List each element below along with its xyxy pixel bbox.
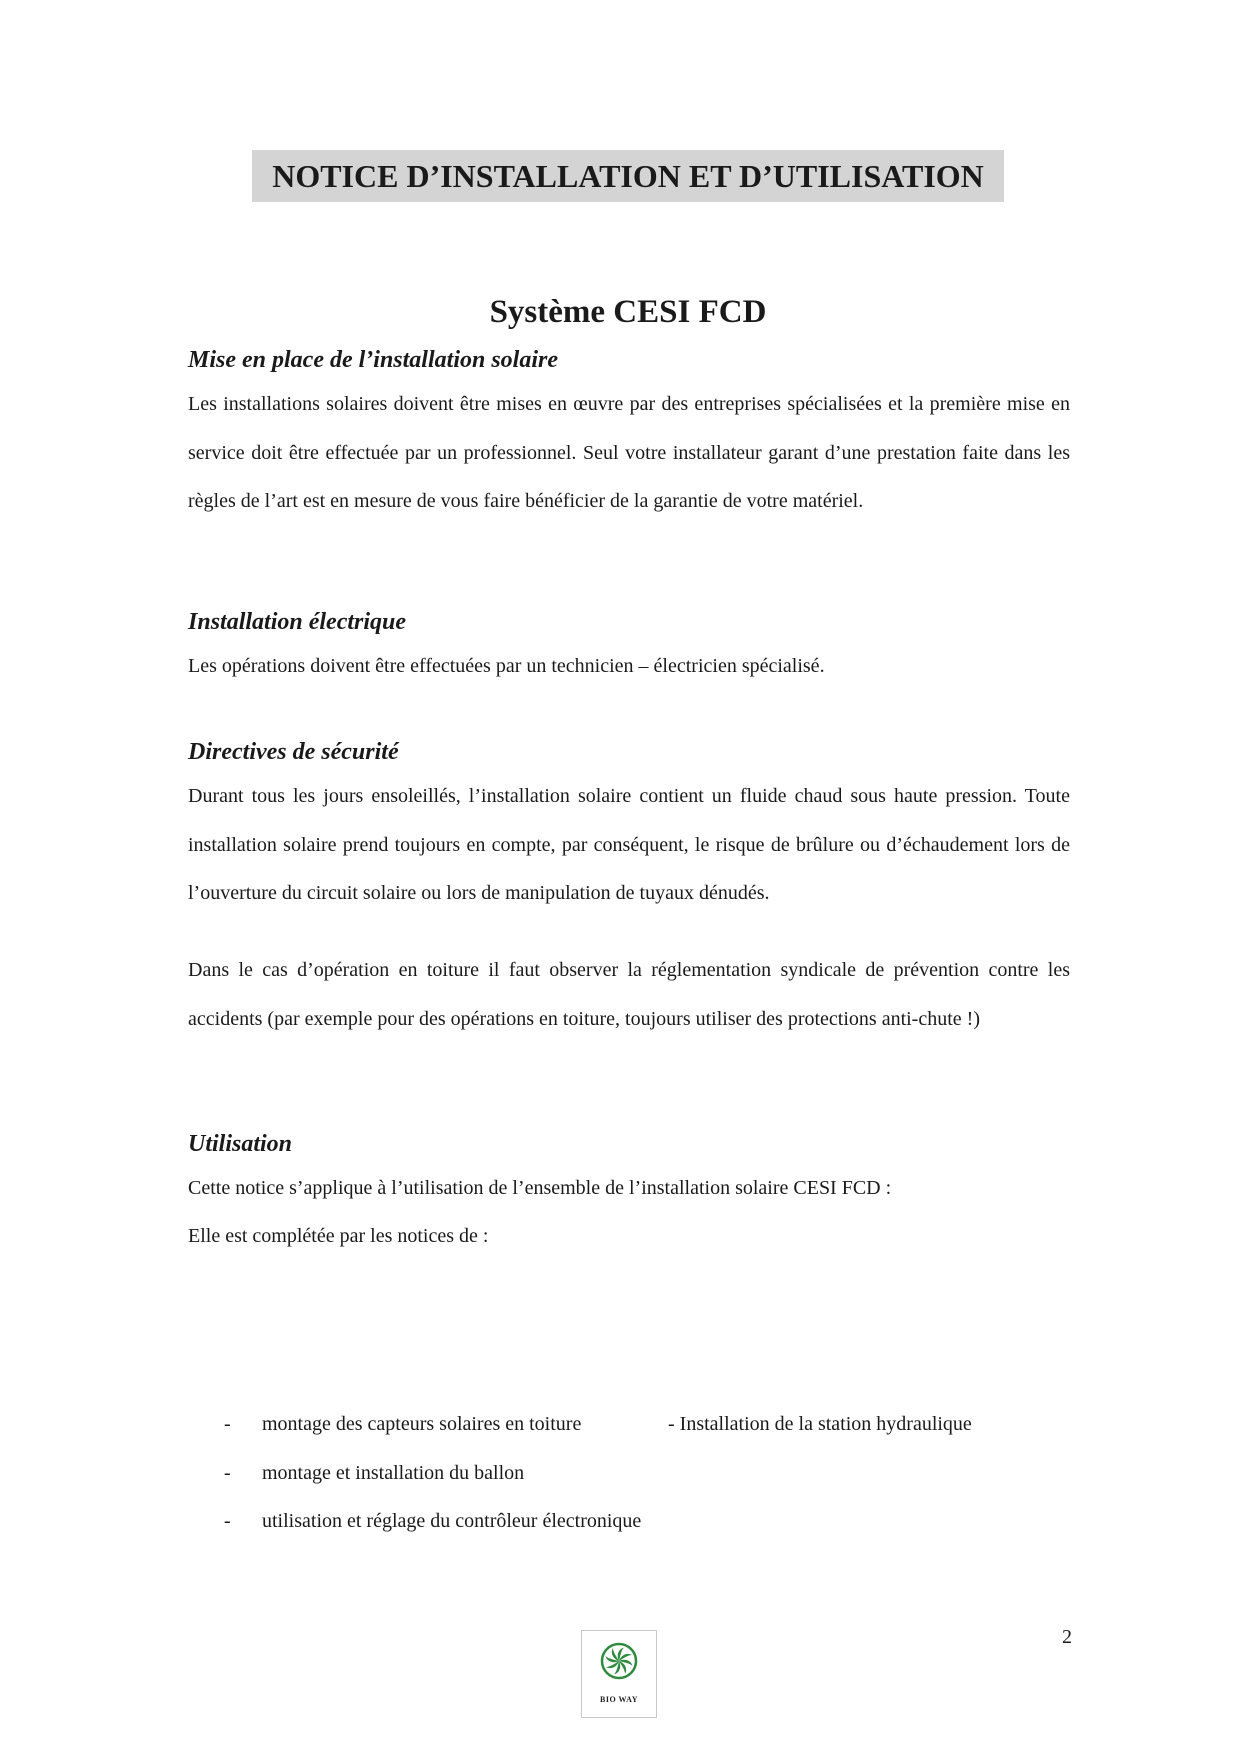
section-paragraph: Durant tous les jours ensoleillés, l’installation solaire contient un fluide chaud sous haute pression. Toute installation solaire prend toujours en compte, par conséquent, le risque de brûlure ou d’échaudement lors de l’ouverture du circuit solaire ou lors de manipulation de tuyaux dénudés.: [188, 785, 1070, 904]
list-item-text: montage des capteurs solaires en toiture: [262, 1413, 582, 1435]
section-paragraph: Elle est complétée par les notices de :: [188, 1225, 489, 1247]
section-heading-mise-en-place: Mise en place de l’installation solaire: [188, 347, 558, 373]
swirl-logo-icon: [599, 1641, 639, 1681]
list-bullet: -: [224, 1461, 231, 1484]
section-paragraph: Dans le cas d’opération en toiture il faut observer la réglementation syndicale de prévention contre les accidents (par exemple pour des opérations en toiture, toujours utiliser des protections anti-chute !): [188, 959, 1070, 1030]
page-subtitle: Système CESI FCD: [489, 294, 767, 330]
section-paragraph: Les opérations doivent être effectuées par un technicien – électricien spécialisé.: [188, 655, 825, 677]
list-item: [188, 1449, 1070, 1498]
list-bullet: -: [224, 1413, 231, 1435]
logo-text: BIO WAY: [600, 1695, 638, 1704]
list-item: [188, 1497, 1070, 1546]
notices-list: [188, 1400, 1070, 1546]
section-paragraph: Les installations solaires doivent être mises en œuvre par des entreprises spécialisées et la première mise en service doit être effectuée par un professionnel. Seul votre installateur garant d’une prestation faite dans les règles de l’art est en mesure de vous faire bénéficier de la garantie de votre matériel.: [188, 393, 1070, 512]
section-heading-directives-securite: Directives de sécurité: [188, 739, 399, 765]
list-item: [188, 1400, 1070, 1449]
section-heading-installation-electrique: Installation électrique: [188, 609, 407, 635]
page-title: NOTICE D’INSTALLATION ET D’UTILISATION: [252, 150, 1004, 202]
page-number: 2: [1062, 1626, 1072, 1648]
section-paragraph: Cette notice s’applique à l’utilisation de l’ensemble de l’installation solaire CESI FCD :: [188, 1177, 892, 1199]
bio-way-logo: [581, 1630, 657, 1718]
list-item-text: montage et installation du ballon: [262, 1461, 525, 1484]
list-item-text: utilisation et réglage du contrôleur électronique: [262, 1510, 642, 1532]
list-bullet: -: [224, 1510, 231, 1532]
list-item-extra: - Installation de la station hydraulique: [668, 1413, 972, 1435]
section-heading-utilisation: Utilisation: [188, 1131, 293, 1157]
